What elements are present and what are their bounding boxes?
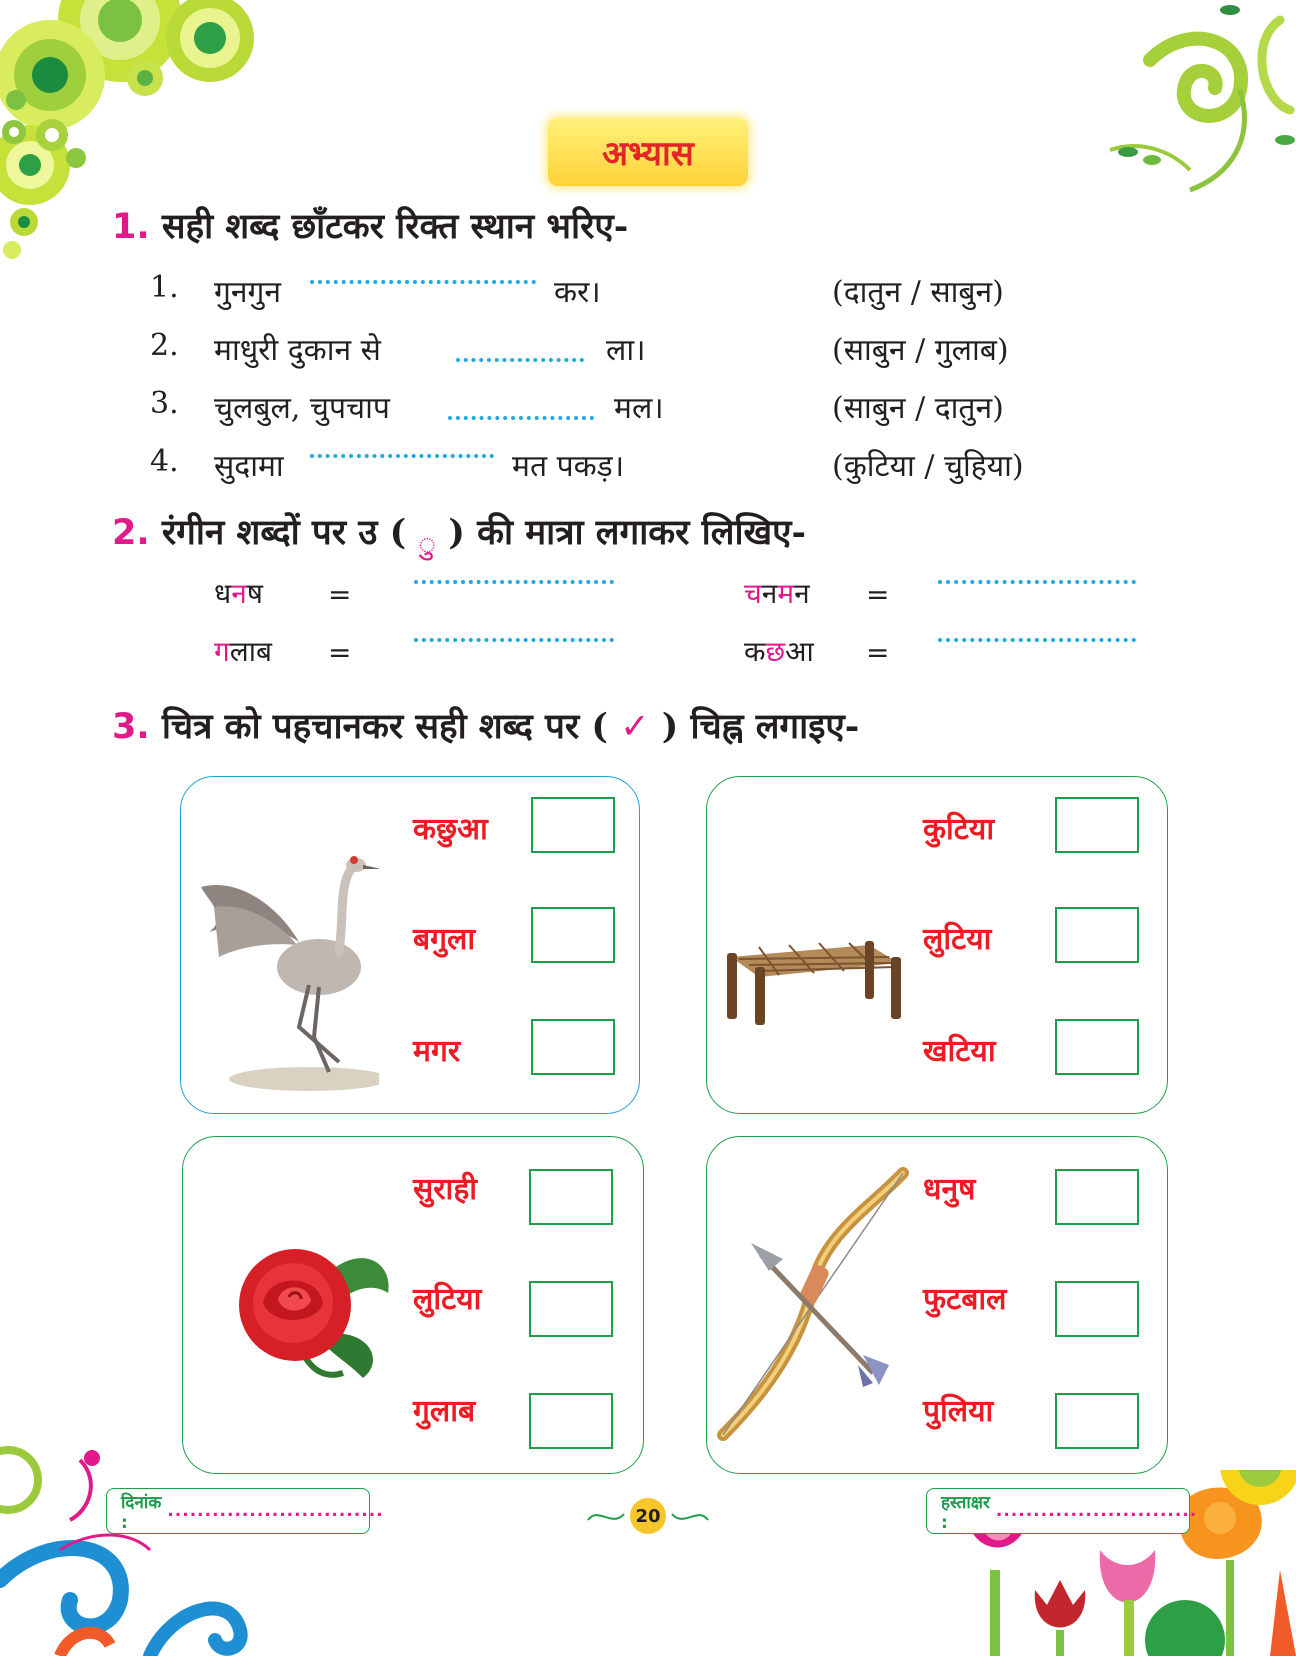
option-label: लुटिया <box>923 922 992 957</box>
q1-heading <box>112 202 628 249</box>
q1-row-before: सुदामा <box>214 449 284 484</box>
q1-number: 1. <box>112 207 150 247</box>
q1-row-number: 3. <box>150 386 179 421</box>
q1-row-number: 4. <box>150 444 179 479</box>
q1-blank[interactable] <box>456 358 584 362</box>
q2-heading-text-b: ) की मात्रा लगाकर लिखिए- <box>448 512 807 553</box>
q1-row-after: कर। <box>554 275 601 310</box>
q1-row-options: (साबुन / गुलाब) <box>832 333 1009 368</box>
answer-checkbox[interactable] <box>1055 1169 1139 1225</box>
signature-dots: ........................... <box>995 1501 1198 1521</box>
q2-equals: = <box>866 578 890 611</box>
answer-checkbox[interactable] <box>529 1281 613 1337</box>
picture-card-rose <box>182 1136 644 1474</box>
q1-row <box>0 328 1296 376</box>
q1-blank[interactable] <box>310 280 536 284</box>
answer-checkbox[interactable] <box>531 1019 615 1075</box>
q2-word: कछआ <box>744 635 814 668</box>
date-label: दिनांक : <box>121 1492 162 1533</box>
date-dots: ............................. <box>167 1501 384 1521</box>
q1-blank[interactable] <box>448 416 594 420</box>
answer-checkbox[interactable] <box>531 907 615 963</box>
answer-checkbox[interactable] <box>529 1169 613 1225</box>
page-title-badge <box>548 118 748 186</box>
q1-row <box>0 386 1296 434</box>
q1-row-options: (दातुन / साबुन) <box>832 275 1004 310</box>
option-label: गुलाब <box>413 1394 476 1429</box>
answer-checkbox[interactable] <box>529 1393 613 1449</box>
q1-row-before: माधुरी दुकान से <box>214 333 381 368</box>
q1-heading-text: सही शब्द छाँटकर रिक्त स्थान भरिए- <box>161 206 629 247</box>
q2-answer-blank[interactable] <box>938 638 1136 642</box>
option-label: कुटिया <box>923 812 995 847</box>
q1-row <box>0 444 1296 492</box>
q3-heading <box>112 702 859 749</box>
q1-row <box>0 270 1296 318</box>
bow-and-arrow-picture-icon <box>713 1165 913 1445</box>
q2-word: गलाब <box>214 635 272 668</box>
q2-word: चनमन <box>744 577 810 610</box>
option-label: सुराही <box>413 1172 478 1207</box>
q2-heading-text-a: रंगीन शब्दों पर उ ( <box>161 512 407 553</box>
q2-answer-blank[interactable] <box>938 580 1136 584</box>
option-label: धनुष <box>923 1172 976 1207</box>
option-label: खटिया <box>923 1034 996 1069</box>
option-label: पुलिया <box>923 1394 994 1429</box>
answer-checkbox[interactable] <box>531 797 615 853</box>
u-matra-symbol: ु <box>418 527 437 562</box>
page-number: 20 <box>630 1498 666 1534</box>
option-label: बगुला <box>413 922 476 957</box>
option-label: कछुआ <box>413 812 488 847</box>
q1-row-after: मत पकड़। <box>512 449 625 484</box>
q3-heading-text-a: चित्र को पहचानकर सही शब्द पर ( <box>161 706 608 747</box>
q1-row-options: (कुटिया / चुहिया) <box>832 449 1024 484</box>
option-label: मगर <box>413 1034 461 1069</box>
q2-number: 2. <box>112 513 150 553</box>
option-label: लुटिया <box>413 1282 482 1317</box>
picture-card-cot <box>706 776 1168 1114</box>
top-right-swirl-decoration <box>1080 0 1296 210</box>
q3-heading-text-b: ) चिह्न लगाइए- <box>661 706 860 747</box>
q1-row-number: 1. <box>150 270 179 305</box>
q2-word: धनष <box>214 577 263 610</box>
date-field[interactable] <box>106 1488 384 1534</box>
q1-row-after: मल। <box>614 391 664 426</box>
q1-row-before: चुलबुल, चुपचाप <box>214 391 390 426</box>
q1-row-options: (साबुन / दातुन) <box>832 391 1004 426</box>
q2-equals: = <box>328 636 352 669</box>
q1-row-before: गुनगुन <box>214 275 282 310</box>
answer-checkbox[interactable] <box>1055 797 1139 853</box>
q2-answer-blank[interactable] <box>414 580 614 584</box>
signature-field[interactable] <box>926 1488 1198 1534</box>
answer-checkbox[interactable] <box>1055 1019 1139 1075</box>
tick-mark-icon: ✓ <box>620 707 650 747</box>
crane-picture-icon <box>199 847 379 1097</box>
q1-row-number: 2. <box>150 328 179 363</box>
answer-checkbox[interactable] <box>1055 907 1139 963</box>
q2-equals: = <box>866 636 890 669</box>
page-title: अभ्यास <box>602 134 694 174</box>
rose-picture-icon <box>233 1233 393 1383</box>
answer-checkbox[interactable] <box>1055 1393 1139 1449</box>
q2-equals: = <box>328 578 352 611</box>
q1-blank[interactable] <box>310 454 494 458</box>
picture-card-bow <box>706 1136 1168 1474</box>
q3-number: 3. <box>112 707 150 747</box>
q1-row-after: ला। <box>606 333 646 368</box>
signature-label: हस्ताक्षर : <box>941 1492 990 1533</box>
option-label: फुटबाल <box>923 1282 1007 1317</box>
answer-checkbox[interactable] <box>1055 1281 1139 1337</box>
picture-card-crane <box>180 776 640 1114</box>
q2-heading <box>112 508 807 562</box>
q2-answer-blank[interactable] <box>414 638 614 642</box>
cot-picture-icon <box>719 927 905 1027</box>
